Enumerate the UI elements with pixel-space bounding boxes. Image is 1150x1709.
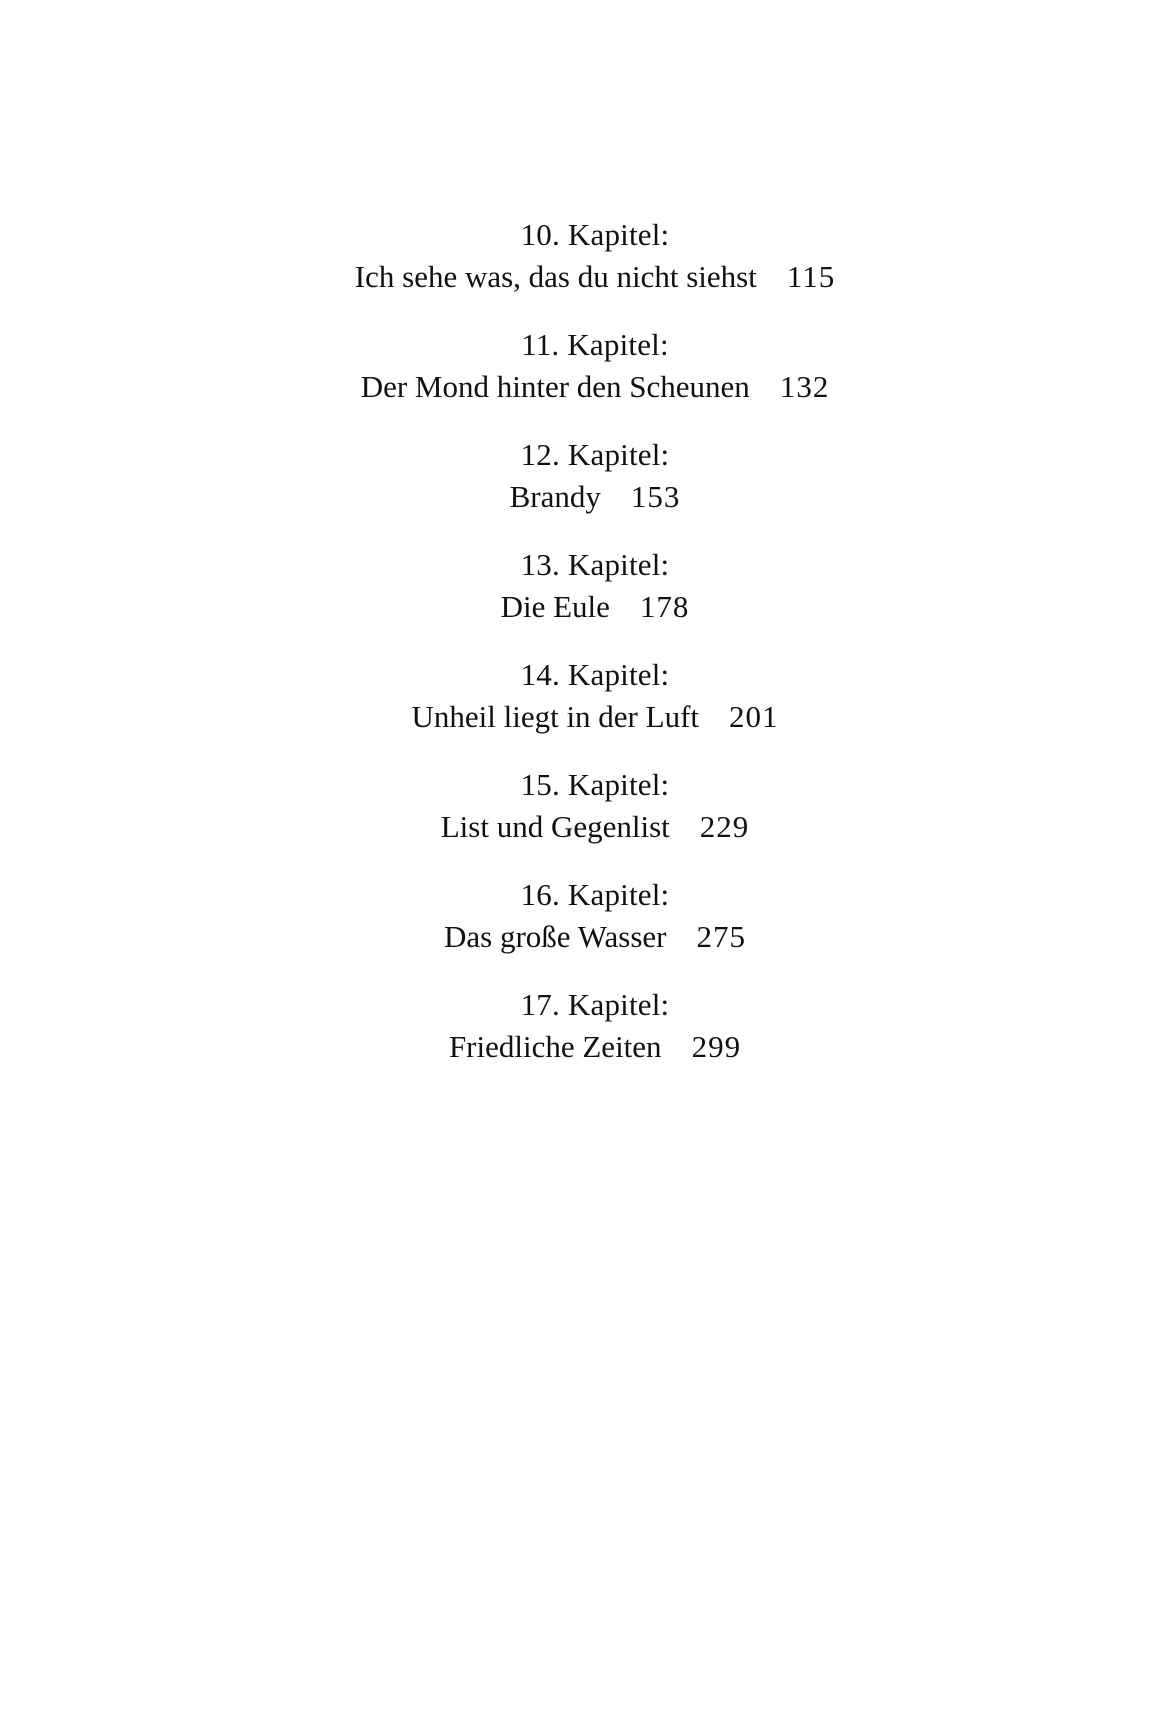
toc-entry-12 [510,434,681,518]
chapter-page-number: 153 [630,479,681,514]
chapter-page-number: 299 [691,1029,742,1064]
chapter-line [510,476,681,518]
chapter-number: 17. Kapitel: [520,987,670,1022]
chapter-number: 14. Kapitel: [520,657,670,692]
toc-entry-14 [411,654,778,738]
chapter-title: Das große Wasser [444,919,667,954]
toc-entry-15 [441,764,750,848]
chapter-line [411,696,778,738]
chapter-number: 12. Kapitel: [520,437,670,472]
chapter-page-number: 201 [729,699,779,734]
toc-entry-13 [501,544,690,628]
chapter-page-number: 229 [699,809,750,844]
chapter-number: 16. Kapitel: [520,877,670,912]
chapter-number: 11. Kapitel: [521,327,669,362]
chapter-number: 15. Kapitel: [520,767,670,802]
toc-entry-17 [449,984,741,1068]
toc-entry-16 [444,874,746,958]
chapter-number: 13. Kapitel: [520,547,670,582]
chapter-title: Ich sehe was, das du nicht siehst [354,259,757,294]
chapter-number: 10. Kapitel: [520,217,670,252]
chapter-title: Die Eule [500,589,610,624]
chapter-line [361,366,830,408]
chapter-line [441,806,750,848]
chapter-title: List und Gegenlist [440,809,670,844]
chapter-page-number: 178 [639,589,690,624]
chapter-page-number: 115 [786,259,836,294]
table-of-contents [0,214,1150,1094]
chapter-line [449,1026,741,1068]
chapter-title: Brandy [509,479,601,514]
chapter-page-number: 132 [779,369,830,404]
chapter-title: Der Mond hinter den Scheunen [360,369,750,404]
toc-entry-10 [355,214,835,298]
chapter-title: Unheil liegt in der Luft [411,699,700,734]
chapter-page-number: 275 [696,919,746,954]
chapter-title: Friedliche Zeiten [448,1029,662,1064]
toc-entry-11 [361,324,830,408]
chapter-line [355,256,835,298]
chapter-line [444,916,746,958]
chapter-line [501,586,690,628]
